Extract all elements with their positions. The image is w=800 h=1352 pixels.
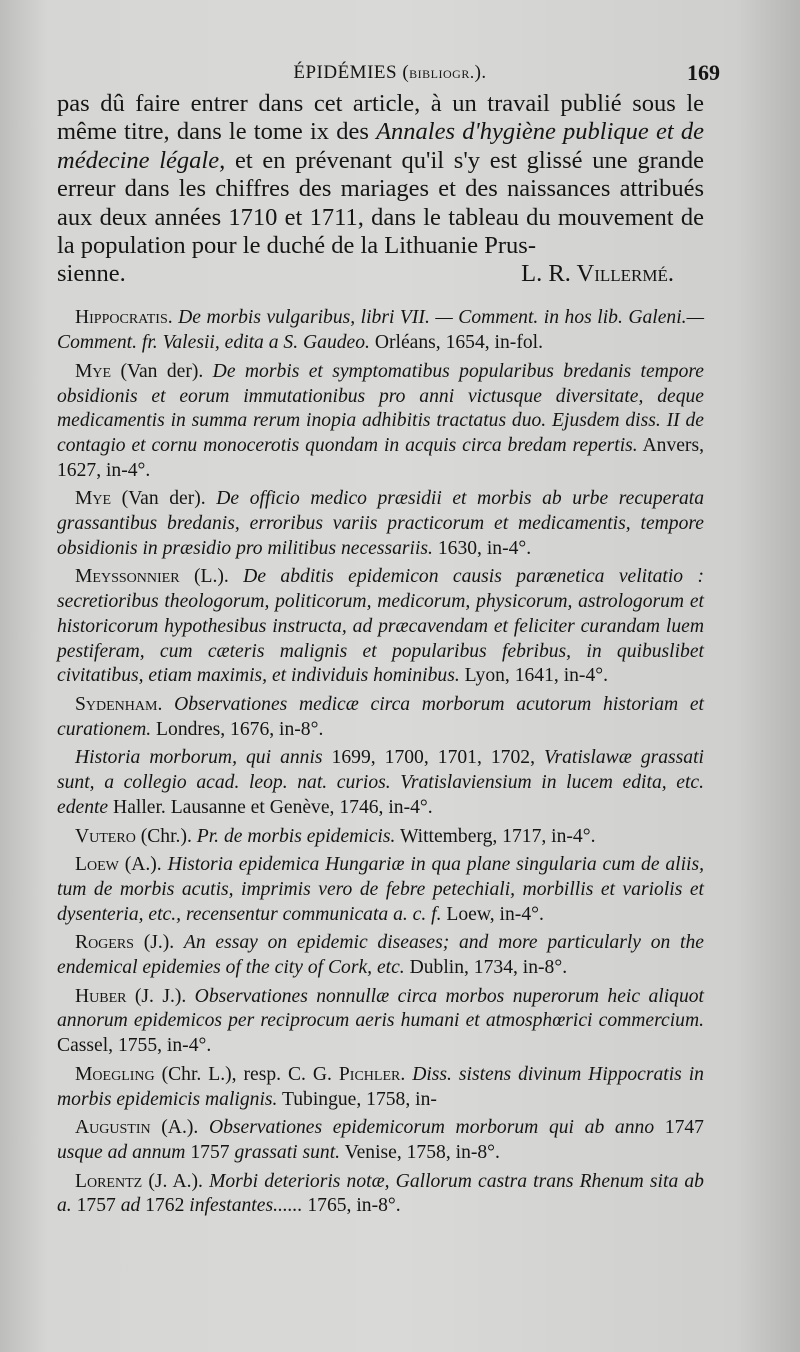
entry-initials: (Chr. L.), resp. C. G.: [154, 1063, 339, 1085]
entry-publication: Venise, 1758, in-8°.: [340, 1141, 500, 1163]
entry-author: Vutero: [75, 825, 136, 847]
entry-publication: Anvers, 1627, in-4°.: [57, 434, 704, 481]
entry-initials: (Van der).: [111, 360, 213, 382]
entry-title: Observationes medicæ circa morborum acutorum historiam et curationem.: [57, 693, 704, 740]
entry-publication: Cassel, 1755, in-4°.: [57, 1035, 212, 1057]
bibliography-entry: [57, 985, 704, 1059]
entry-respondent: Pichler.: [338, 1063, 406, 1085]
bibliography-list: [57, 306, 704, 1219]
bibliography-entry: [57, 565, 704, 689]
entry-author: Meyssonnier: [75, 566, 180, 588]
entry-year-end: 1757: [185, 1141, 235, 1163]
entry-initials: (A.).: [118, 854, 168, 876]
entry-publication: Wittemberg, 1717, in-4°.: [395, 825, 596, 847]
page-body: [57, 90, 704, 1223]
entry-publication: Lyon, 1641, in-4°.: [459, 665, 608, 687]
entry-title: Pr. de morbis epidemicis.: [196, 825, 396, 847]
entry-year-start: 1747: [654, 1117, 704, 1139]
bibliography-entry: [57, 360, 704, 484]
running-title-close: ).: [474, 62, 487, 83]
entry-title: Historia epidemica Hungariæ in qua plane singularia cum de aliis, tum de morbis acutis, imprimis vero de febre petechiali, morbillis et variolis et dysenteria, etc., recensentur communicata a. c. f.: [57, 854, 705, 925]
entry-publication: Loew, in-4°.: [441, 903, 544, 925]
running-title: [60, 62, 720, 84]
entry-author: Sydenham.: [75, 693, 163, 715]
entry-title-end: infestantes......: [189, 1195, 303, 1217]
bibliography-entry: [57, 825, 704, 850]
entry-author: Loew: [75, 854, 119, 876]
entry-initials: (L.).: [179, 566, 244, 588]
entry-author: Lorentz: [75, 1170, 143, 1192]
entry-title: Observationes nonnullæ circa morbos nuperorum heic aliquot annorum epidemicos per reciprocum aeris humani et atmosphœrici commercium.: [57, 985, 704, 1032]
entry-title: Diss. sistens divinum Hippocratis in morbis epidemicis malignis.: [57, 1063, 704, 1110]
intro-text-a: pas dû faire entrer dans cet article, à un travail publié sous le même titre, dans le tome ix des: [57, 90, 704, 146]
bibliography-entry: [57, 853, 704, 927]
entry-year-start: 1757: [71, 1195, 121, 1217]
signature: L. R. Villermé.: [521, 260, 674, 288]
entry-title: De abditis epidemicon causis parænetica velitatio : secretioribus theologorum, politicorum, medicorum, physicorum, astrologorum et historicorum hypothesibus instructa, ad præcavendam et feliciter curandam luem pestiferam, cum cæteris malignis et popularibus febribus, in quibuslibet civitatibus, etiam maximis, et individuis hominibus.: [57, 566, 704, 687]
entry-initials: (Van der).: [111, 488, 217, 510]
entry-title: Morbi deterioris notæ, Gallorum castra trans Rhenum sita ab a.: [57, 1170, 704, 1217]
bibliography-entry: [57, 306, 704, 355]
bibliography-entry: [57, 1116, 704, 1165]
intro-italic: Annales d'hygiène publique et de médecine légale,: [57, 118, 704, 174]
entry-title-continued: ad: [120, 1195, 141, 1217]
entry-publication: Haller. Lausanne et Genève, 1746, in-4°.: [108, 796, 433, 818]
entry-title-continued: usque ad annum: [57, 1141, 186, 1163]
running-title-main: ÉPIDÉMIES (: [293, 62, 410, 83]
entry-title-end: grassati sunt.: [234, 1141, 341, 1163]
entry-title: Historia morborum, qui annis: [75, 747, 323, 769]
entry-initials: (J. J.).: [126, 985, 195, 1007]
bibliography-entry: [57, 746, 704, 820]
entry-initials: (A.).: [150, 1117, 209, 1139]
entry-title: De morbis et symptomatibus popularibus bredanis tempore obsidionis et eorum immutationibus pro anni victusque diversitate, deque medicamentis in summa rerum inopia adhibitis tractatus duo. Ejusdem diss. II de contagio et cornu monocerotis quondam in acquis circa bredam repertis.: [57, 360, 704, 456]
intro-text-b: et en prévenant qu'il s'y est glissé une grande erreur dans les chiffres des mariages et des naissances attribués aux deux années 1710 et 1711, dans le tableau du mouvement de la population pour le duché de la Lithuanie Prus-: [57, 146, 704, 260]
running-title-sub: bibliogr.: [409, 63, 475, 82]
page-header: [60, 58, 720, 90]
bibliography-entry: [57, 693, 704, 742]
intro-last-line: [57, 260, 704, 288]
entry-publication: Londres, 1676, in-8°.: [151, 718, 324, 740]
entry-publication: Tubingue, 1758, in-: [277, 1088, 437, 1110]
entry-author: Hippocratis.: [75, 307, 173, 329]
entry-initials: (J. A.).: [142, 1170, 210, 1192]
entry-years: 1699, 1700, 1701, 1702,: [322, 747, 544, 769]
entry-author: Augustin: [75, 1117, 151, 1139]
entry-publication: Dublin, 1734, in-8°.: [404, 957, 568, 979]
entry-initials: [162, 694, 174, 715]
entry-title-continued: Vratislawæ grassati sunt, a collegio acad. leop. nat. curios. Vratislaviensium in lucem edita, etc. edente: [57, 747, 704, 818]
entry-title: De officio medico præsidii et morbis ab urbe recuperata grassantibus bredanis, erroribus variis practicorum et medicamentis, tempore obsidionis in præsidio pro militibus necessariis.: [57, 488, 704, 559]
bibliography-entry: [57, 931, 704, 980]
entry-title: De morbis vulgaribus, libri VII. — Comment. in hos lib. Galeni.— Comment. fr. Valesii, edita a S. Gaudeo.: [57, 307, 704, 354]
page-number: 169: [687, 60, 720, 85]
bibliography-entry: [57, 487, 704, 561]
intro-last-word: sienne.: [57, 260, 126, 288]
entry-publication: 1630, in-4°.: [432, 537, 532, 559]
entry-initials: (Chr.).: [135, 825, 197, 847]
entry-author: Mye: [75, 488, 112, 510]
entry-publication: 1765, in-8°.: [302, 1195, 401, 1217]
entry-year-end: 1762: [140, 1195, 190, 1217]
entry-title: Observationes epidemicorum morborum qui ab anno: [208, 1117, 655, 1139]
intro-paragraph: [57, 90, 704, 288]
entry-author: Moegling: [75, 1063, 155, 1085]
bibliography-entry: [57, 1170, 704, 1219]
entry-author: Huber: [75, 985, 127, 1007]
bibliography-entry: [57, 1063, 704, 1112]
entry-author: Rogers: [75, 932, 134, 954]
entry-author: Mye: [75, 360, 112, 382]
entry-publication: Orléans, 1654, in-fol.: [369, 332, 543, 354]
entry-title: An essay on epidemic diseases; and more particularly on the endemical epidemies of the city of Cork, etc.: [57, 932, 704, 979]
entry-initials: (J.).: [133, 932, 184, 954]
